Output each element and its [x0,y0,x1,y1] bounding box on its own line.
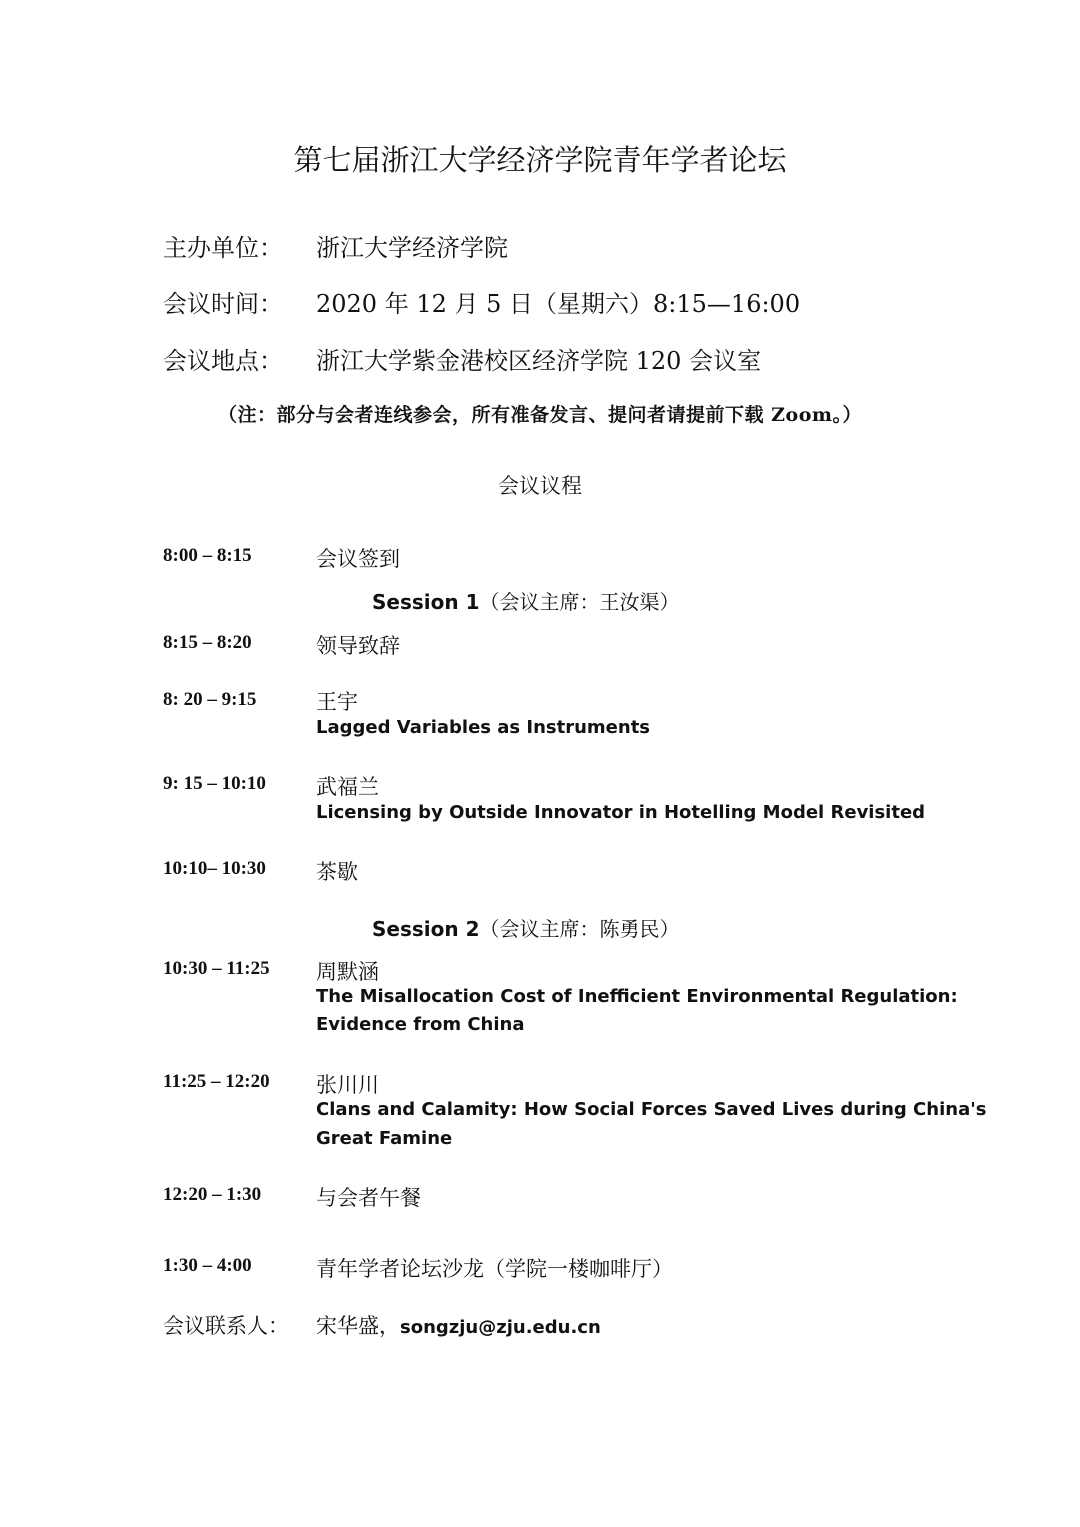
talk2-time: 9: 15 – 10:10 [163,773,266,794]
talk2-speaker: 武福兰 [316,775,379,799]
talk2-paper: Licensing by Outside Innovator in Hotelling Model Revisited [316,802,926,823]
talk3-time: 10:30 – 11:25 [163,958,270,979]
lunch-text: 与会者午餐 [316,1186,421,1210]
talk1-paper: Lagged Variables as Instruments [316,717,651,738]
time-value: 2020 年 12 月 5 日（星期六）8:15—16:00 [316,290,801,318]
session-1-chair: （会议主席：王汝渠） [479,590,680,614]
contact-name: 宋华盛， [316,1314,400,1338]
break-time: 10:10– 10:30 [163,858,266,879]
contact-label: 会议联系人： [163,1314,289,1338]
break-text: 茶歇 [316,860,358,884]
salon-text: 青年学者论坛沙龙（学院一楼咖啡厅） [316,1257,673,1281]
talk4-speaker: 张川川 [316,1073,379,1097]
talk3-paper-line2: Evidence from China [316,1014,525,1035]
opening-time: 8:15 – 8:20 [163,632,252,653]
talk3-paper-line1: The Misallocation Cost of Inefficient Environmental Regulation: [316,986,958,1007]
time-label: 会议时间： [163,290,283,318]
talk4-time: 11:25 – 12:20 [163,1071,270,1092]
page-title: 第七届浙江大学经济学院青年学者论坛 [293,143,787,177]
checkin-time: 8:00 – 8:15 [163,545,252,566]
organizer-label: 主办单位： [163,234,283,262]
session-2-heading [372,913,680,942]
session-2-label: Session 2 [372,917,480,941]
salon-time: 1:30 – 4:00 [163,1255,252,1276]
talk3-speaker: 周默涵 [316,960,379,984]
contact-email: songzju@zju.edu.cn [400,1317,601,1338]
organizer-value: 浙江大学经济学院 [316,234,508,262]
talk1-speaker: 王宇 [316,690,358,714]
talk4-paper-line1: Clans and Calamity: How Social Forces Saved Lives during China's [316,1099,987,1120]
session-1-heading [372,586,680,615]
agenda-heading: 会议议程 [498,474,582,498]
talk4-paper-line2: Great Famine [316,1128,453,1149]
location-value: 浙江大学紫金港校区经济学院 120 会议室 [316,347,762,375]
talk1-time: 8: 20 – 9:15 [163,689,257,710]
session-1-label: Session 1 [372,590,480,614]
session-2-chair: （会议主席：陈勇民） [479,917,680,941]
location-label: 会议地点： [163,347,283,375]
contact-value [316,1310,601,1340]
zoom-note: （注：部分与会者连线参会，所有准备发言、提问者请提前下载 Zoom。） [218,404,862,426]
checkin-text: 会议签到 [316,547,400,571]
opening-text: 领导致辞 [316,634,400,658]
lunch-time: 12:20 – 1:30 [163,1184,262,1205]
